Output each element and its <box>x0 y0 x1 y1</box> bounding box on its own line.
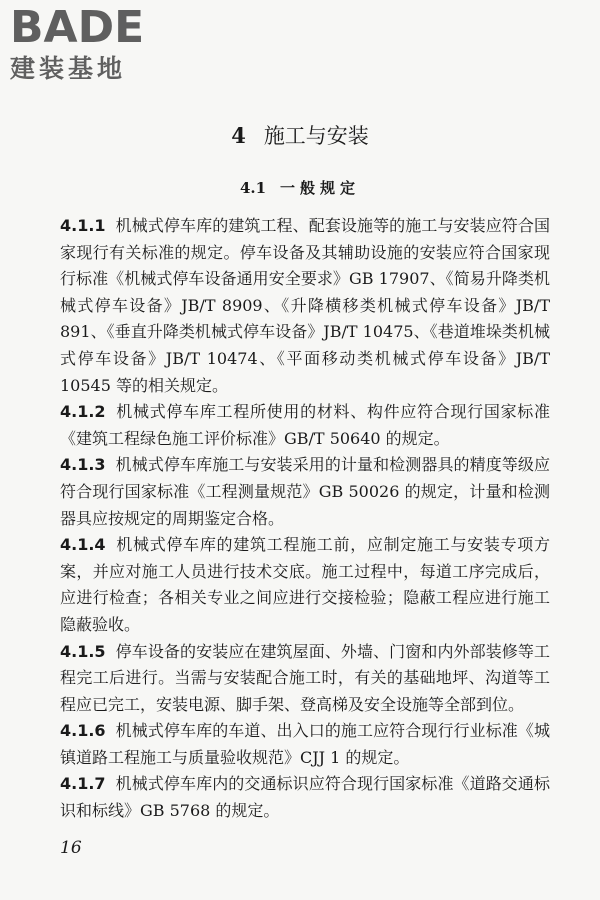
section-heading <box>0 178 600 198</box>
clause-paragraph <box>60 718 550 771</box>
logo-wordmark: BADE <box>10 2 145 53</box>
clause-paragraph <box>60 639 550 719</box>
clause-number: 4.1.4 <box>60 535 106 555</box>
clause-paragraph <box>60 452 550 532</box>
clause-number: 4.1.7 <box>60 774 106 794</box>
clause-text: 机械式停车库的车道、出入口的施工应符合现行行业标准《城镇道路工程施工与质量验收规范》CJJ 1 的规定。 <box>60 721 550 767</box>
chapter-heading <box>0 122 600 150</box>
clause-text: 停车设备的安装应在建筑屋面、外墙、门窗和内外部装修等工程完工后进行。当需与安装配合施工时，有关的基础地坪、沟道等工程应已完工，安装电源、脚手架、登高梯及安全设施等全部到位。 <box>60 641 550 714</box>
clause-list <box>60 213 550 825</box>
clause-paragraph <box>60 213 550 399</box>
clause-text: 机械式停车库的建筑工程施工前，应制定施工与安装专项方案，并应对施工人员进行技术交底。施工过程中，每道工序完成后，应进行检查；各相关专业之间应进行交接检验；隐蔽工程应进行施工隐蔽验收。 <box>60 535 550 634</box>
section-title: 一般规定 <box>280 179 361 197</box>
clause-number: 4.1.3 <box>60 455 106 475</box>
clause-number: 4.1.5 <box>60 641 106 661</box>
clause-paragraph <box>60 771 550 824</box>
clause-number: 4.1.2 <box>60 402 106 422</box>
chapter-number: 4 <box>231 123 246 148</box>
clause-text: 机械式停车库工程所使用的材料、构件应符合现行国家标准《建筑工程绿色施工评价标准》GB/T 50640 的规定。 <box>60 402 550 448</box>
clause-number: 4.1.6 <box>60 721 106 741</box>
logo-subtitle: 建装基地 <box>10 54 127 83</box>
page-number: 16 <box>60 838 82 858</box>
clause-text: 机械式停车库内的交通标识应符合现行国家标准《道路交通标识和标线》GB 5768 的规定。 <box>60 774 550 821</box>
clause-paragraph <box>60 399 550 452</box>
clause-paragraph <box>60 532 550 638</box>
bade-logo <box>8 2 178 85</box>
clause-number: 4.1.1 <box>60 216 106 235</box>
clause-text: 机械式停车库施工与安装采用的计量和检测器具的精度等级应符合现行国家标准《工程测量规范》GB 50026 的规定，计量和检测器具应按规定的周期鉴定合格。 <box>60 455 550 528</box>
clause-text: 机械式停车库的建筑工程、配套设施等的施工与安装应符合国家现行有关标准的规定。停车设备及其辅助设施的安装应符合国家现行标准《机械式停车设备通用安全要求》GB 17907、《简易升降类机械式停车设备》JB/T 8909、《升降横移类机械式停车设备》JB/T 891、《垂直升降类机械式停车设备》JB/T 10475、《巷道堆垛类机械式停车设备》JB/T 10474、《平面移动类机械式停车设备》JB/T 10545 等的相关规定。 <box>60 216 550 395</box>
section-number: 4.1 <box>239 179 267 197</box>
chapter-title: 施工与安装 <box>263 124 369 148</box>
